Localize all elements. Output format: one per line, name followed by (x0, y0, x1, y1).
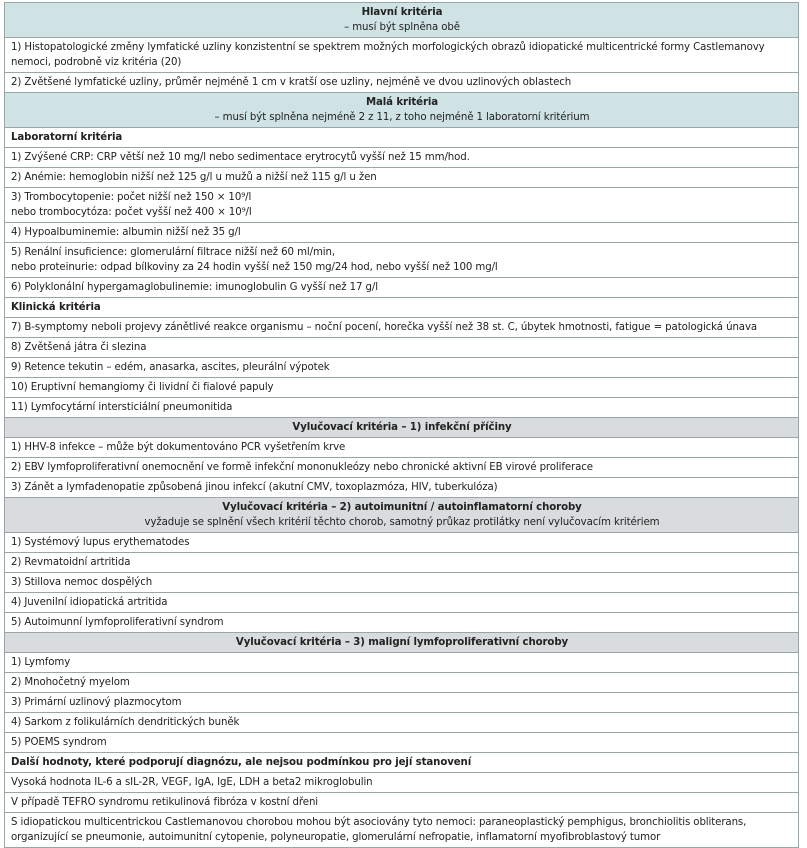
criterion-text: 3) Zánět a lymfadenopatie způsobená jinou infekcí (akutní CMV, toxoplazmóza, HIV, tuberkulóza) (11, 482, 498, 493)
table-header-row (4, 498, 799, 533)
table-row (4, 73, 799, 93)
criterion-text: Vysoká hodnota IL-6 a sIL-2R, VEGF, IgA, IgE, LDH a beta2 mikroglobulin (11, 777, 373, 788)
criteria-table (4, 2, 799, 848)
section-heading: Laboratorní kritéria (11, 132, 123, 143)
criterion-text: 7) B-symptomy neboli projevy zánětlivé reakce organismu – noční pocení, horečka vyšší než 38 st. C, úbytek hmotnosti, fatigue = patologická únava (11, 322, 758, 333)
table-row (4, 338, 799, 358)
criterion-text: S idiopatickou multicentrickou Castlemanovou chorobou mohou být asociovány tyto nemoci: paraneoplastický pemphigus, bronchiolitis obliterans, organizující se pneumonie, autoimunitní cytopenie, polyneuropatie, glomerulární nefropatie, inflamatorní myofibroblastový tumor (11, 817, 747, 843)
criterion-text: 1) Systémový lupus erythematodes (11, 537, 190, 548)
table-row (4, 438, 799, 458)
table-row (4, 653, 799, 673)
table-row (4, 168, 799, 188)
table-row (4, 378, 799, 398)
table-row (4, 673, 799, 693)
criterion-text: 3) Primární uzlinový plazmocytom (11, 697, 182, 708)
header-title: Vylučovací kritéria – 2) autoimunitní / autoinflamatorní choroby (222, 502, 582, 513)
table-row (4, 693, 799, 713)
table-row (4, 593, 799, 613)
criterion-text: 3) Trombocytopenie: počet nižší než 150 × 10⁹/l nebo trombocytóza: počet vyšší než 400 × 10⁹/l (11, 192, 252, 218)
table-row (4, 733, 799, 753)
criterion-text: 2) Revmatoidní artritida (11, 557, 131, 568)
criterion-text: 9) Retence tekutin – edém, anasarka, ascites, pleurální výpotek (11, 362, 330, 373)
section-heading-row (4, 753, 799, 773)
table-row (4, 278, 799, 298)
table-row (4, 773, 799, 793)
header-title: Hlavní kritéria (361, 7, 443, 18)
table-row (4, 793, 799, 813)
criterion-text: 4) Sarkom z folikulárních dendritických buněk (11, 717, 240, 728)
criterion-text: V případě TEFRO syndromu retikulinová fibróza v kostní dřeni (11, 797, 319, 808)
section-heading: Další hodnoty, které podporují diagnózu, ale nejsou podmínkou pro její stanovení (11, 757, 472, 768)
criterion-text: 4) Juvenilní idiopatická artritida (11, 597, 168, 608)
table-row (4, 358, 799, 378)
criterion-text: 1) Histopatologické změny lymfatické uzliny konzistentní se spektrem možných morfologických obrazů idiopatické multicentrické formy Castlemanovy nemoci, podrobně viz kritéria (20) (11, 42, 765, 68)
table-row (4, 223, 799, 243)
table-row (4, 148, 799, 168)
criterion-text: 5) Renální insuficience: glomerulární filtrace nižší než 60 ml/min, nebo proteinurie: odpad bílkoviny za 24 hodin vyšší než 150 mg/24 hod, nebo vyšší než 100 mg/l (11, 247, 498, 273)
table-header-row (4, 418, 799, 438)
criterion-text: 2) Mnohočetný myelom (11, 677, 130, 688)
criterion-text: 2) EBV lymfoproliferativní onemocnění ve formě infekční mononukleózy nebo chronické aktivní EB virové proliferace (11, 462, 593, 473)
criterion-text: 5) Autoimunní lymfoproliferativní syndrom (11, 617, 224, 628)
criterion-text: 6) Polyklonální hypergamaglobulinemie: imunoglobulin G vyšší než 17 g/l (11, 282, 378, 293)
table-row (4, 713, 799, 733)
section-heading-row (4, 298, 799, 318)
table-header-row (4, 93, 799, 128)
criterion-text: 4) Hypoalbuminemie: albumin nižší než 35 g/l (11, 227, 241, 238)
header-title: Vylučovací kritéria – 1) infekční příčiny (292, 422, 512, 433)
criterion-text: 1) HHV-8 infekce – může být dokumentováno PCR vyšetřením krve (11, 442, 346, 453)
table-header-row (4, 3, 799, 38)
criterion-text: 1) Zvýšené CRP: CRP větší než 10 mg/l nebo sedimentace erytrocytů vyšší než 15 mm/hod. (11, 152, 470, 163)
section-heading-row (4, 128, 799, 148)
table-row (4, 533, 799, 553)
table-row (4, 188, 799, 223)
criterion-text: 2) Zvětšené lymfatické uzliny, průměr nejméně 1 cm v kratší ose uzliny, nejméně ve dvou uzlinových oblastech (11, 77, 572, 88)
table-row (4, 318, 799, 338)
table-row (4, 813, 799, 848)
criterion-text: 5) POEMS syndrom (11, 737, 107, 748)
criterion-text: 8) Zvětšená játra či slezina (11, 342, 147, 353)
table-row (4, 478, 799, 498)
header-subtitle: – musí být splněna obě (344, 22, 460, 33)
criterion-text: 2) Anémie: hemoglobin nižší než 125 g/l u mužů a nižší než 115 g/l u žen (11, 172, 377, 183)
table-row (4, 458, 799, 478)
table-row (4, 38, 799, 73)
header-subtitle: vyžaduje se splnění všech kritérií těchto chorob, samotný průkaz protilátky není vylučovacím kritériem (144, 517, 660, 528)
header-title: Malá kritéria (365, 97, 439, 108)
table-row (4, 398, 799, 418)
table-row (4, 573, 799, 593)
table-row (4, 243, 799, 278)
table-row (4, 613, 799, 633)
table-row (4, 553, 799, 573)
header-title: Vylučovací kritéria – 3) maligní lymfoproliferativní choroby (235, 637, 569, 648)
header-subtitle: – musí být splněna nejméně 2 z 11, z toho nejméně 1 laboratorní kritérium (214, 112, 590, 123)
criterion-text: 3) Stillova nemoc dospělých (11, 577, 153, 588)
criterion-text: 11) Lymfocytární intersticiální pneumonitida (11, 402, 233, 413)
criterion-text: 1) Lymfomy (11, 657, 71, 668)
criterion-text: 10) Eruptivní hemangiomy či lividní či fialové papuly (11, 382, 274, 393)
section-heading: Klinická kritéria (11, 302, 101, 313)
table-header-row (4, 633, 799, 653)
